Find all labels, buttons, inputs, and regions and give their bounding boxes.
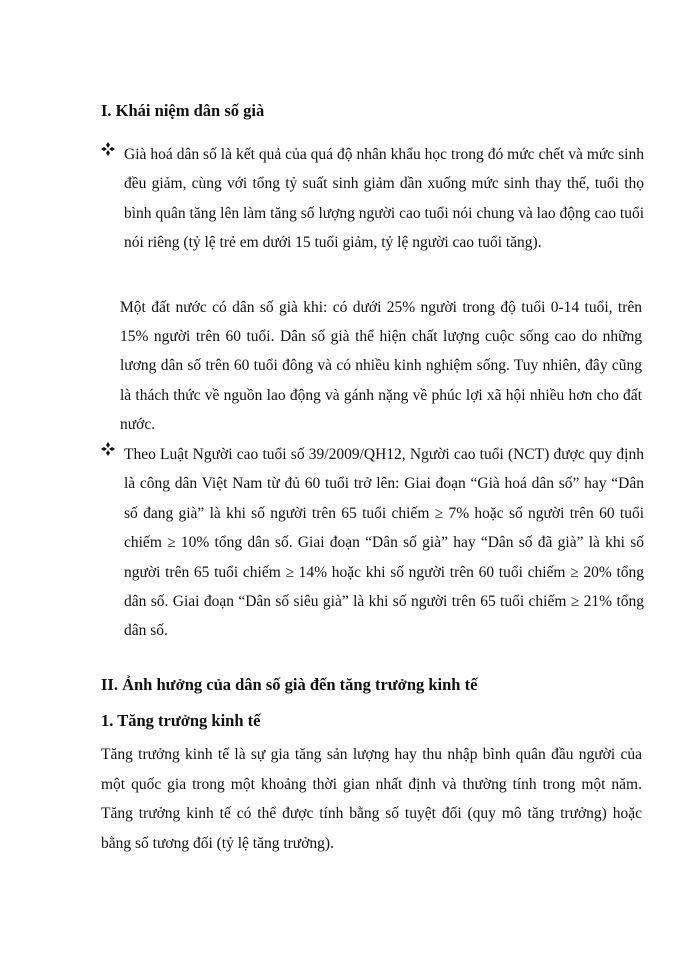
subsection-1-heading: 1. Tăng trưởng kinh tế [101, 711, 261, 730]
bullet-text-aging-definition: Già hoá dân số là kết quả của quá độ nhân khẩu học trong đó mức chết và mức sinh đều giảm, cùng với tổng tỷ suất sinh giảm dần xuống mức sinh thay thế, tuổi thọ bình quân tăng lên làm tăng số lượng người cao tuổi nói chung và lao động cao tuổi nói riêng (tỷ lệ trẻ em dưới 15 tuổi giảm, tỷ lệ người cao tuổi tăng). [124, 146, 644, 251]
bullet-text-law-definition: Theo Luật Người cao tuổi số 39/2009/QH12, Người cao tuổi (NCT) được quy định là công dân Việt Nam từ đủ 60 tuổi trở lên: Giai đoạn “Già hoá dân số” hay “Dân số đang già” là khi số người trên 65 tuổi chiếm ≥ 7% hoặc số người trên 60 tuổi chiếm ≥ 10% tổng dân số. Giai đoạn “Dân số già” hay “Dân số đã già” là khi số người trên 65 tuổi chiếm ≥ 14% hoặc khi số người trên 60 tuổi chiếm ≥ 20% tổng dân số. Giai đoạn “Dân số siêu già” là khi số người trên 65 tuổi chiếm ≥ 21% tổng dân số. [124, 446, 644, 640]
bullet-item-law-definition [101, 440, 643, 650]
section-2-heading: II. Ảnh hưởng của dân số già đến tăng trưởng kinh tế [101, 675, 478, 694]
paragraph-economic-growth: Tăng trưởng kinh tế là sự gia tăng sản lượng hay thu nhập bình quân đầu người của một quốc gia trong một khoảng thời gian nhất định và thường tính trong một năm. Tăng trưởng kinh tế có thể được tính bằng số tuyệt đối (quy mô tăng trưởng) hoặc bằng số tương đối (tỷ lệ tăng trưởng). [101, 746, 642, 852]
four-diamond-bullet-icon [101, 442, 115, 456]
four-diamond-bullet-icon [101, 142, 115, 156]
section-1-heading: I. Khái niệm dân số già [101, 101, 265, 120]
bullet-item-aging-definition [101, 140, 643, 280]
paragraph-aging-criteria: Một đất nước có dân số già khi: có dưới 25% người trong độ tuổi 0-14 tuổi, trên 15% người trên 60 tuổi. Dân số già thể hiện chất lượng cuộc sống cao do những lương dân số trên 60 tuổi đông và có nhiều kinh nghiệm sống. Tuy nhiên, đây cũng là thách thức về nguồn lao động và gánh nặng về phúc lợi xã hội nhiều hơn cho đất nước. [120, 299, 642, 433]
